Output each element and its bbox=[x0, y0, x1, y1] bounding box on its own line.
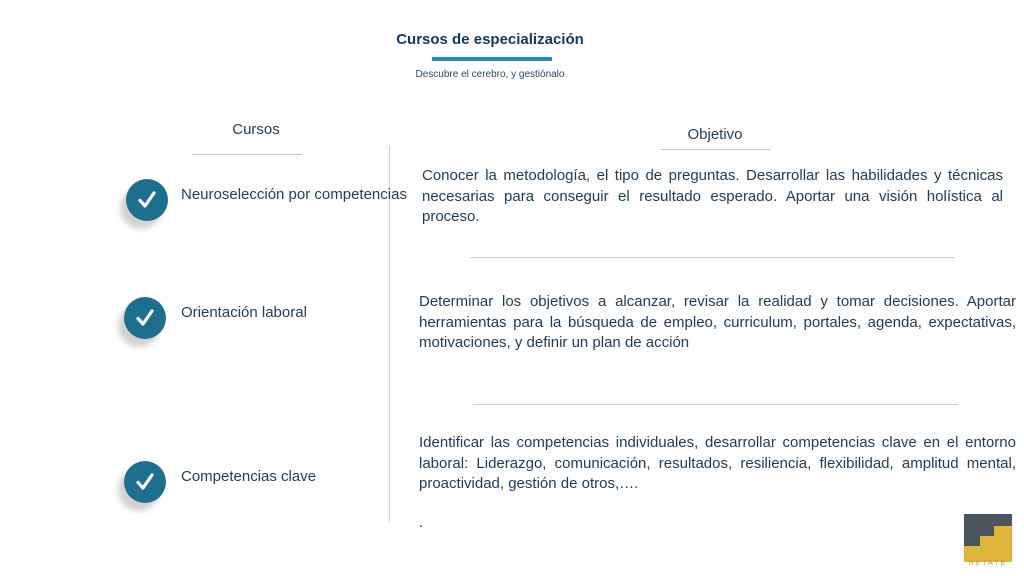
page-title: Cursos de especialización bbox=[396, 31, 584, 48]
row-separator bbox=[470, 257, 955, 258]
column-header-cursos-underline bbox=[192, 154, 302, 155]
course-objective: Conocer la metodología, el tipo de preguntas. Desarrollar las habilidades y técnicas necesarias para conseguir el resultado esperado. Aportar una visión holística al proceso. bbox=[422, 167, 1003, 225]
course-name: Competencias clave bbox=[181, 468, 317, 485]
column-header-cursos: Cursos bbox=[232, 121, 280, 138]
title-underline bbox=[432, 57, 552, 61]
column-header-objetivo: Objetivo bbox=[687, 126, 743, 143]
course-objective: Identificar las competencias individuales, desarrollar competencias clave en el entorno laboral: Liderazgo, comunicación, resultados, resiliencia, flexibilidad, amplitud mental, proactividad, gestión de otros,…. bbox=[419, 434, 1016, 492]
row-separator bbox=[473, 404, 958, 405]
checkmark-icon bbox=[126, 179, 168, 221]
course-name: Neuroselección por competencias bbox=[181, 186, 407, 203]
course-name: Orientación laboral bbox=[181, 304, 307, 321]
logo-wordmark: RETATE bbox=[968, 560, 1008, 567]
page-subtitle: Descubre el cerebro, y gestiónalo bbox=[415, 69, 565, 80]
trailing-dot: . bbox=[419, 514, 424, 531]
checkmark-icon bbox=[124, 461, 166, 503]
course-objective: Determinar los objetivos a alcanzar, revisar la realidad y tomar decisiones. Aportar herramientas para la búsqueda de empleo, curriculum, portales, agenda, expectativas, motivaciones, y definir un plan de acción bbox=[419, 293, 1016, 351]
checkmark-icon bbox=[124, 297, 166, 339]
column-header-objetivo-underline bbox=[660, 149, 770, 150]
